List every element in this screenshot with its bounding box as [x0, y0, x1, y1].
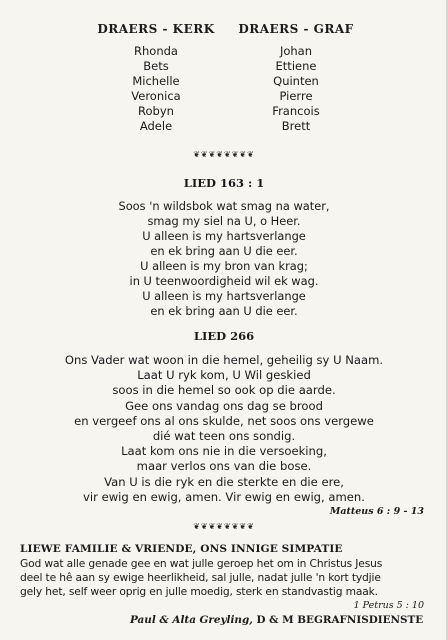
bearer-name: Veronica: [131, 89, 181, 103]
grave-bearers-column: [226, 22, 366, 134]
sympathy-line: deel te hê aan sy ewige heerlikheid, sal julle, nadat julle 'n kort tydjie: [20, 571, 381, 585]
bearer-name: Adele: [139, 119, 173, 133]
bearer-name: Pierre: [279, 89, 313, 103]
bearer-name: Ettiene: [275, 59, 317, 73]
hymn1-title: LIED 163 : 1: [183, 176, 265, 190]
verse-line: Van U is die ryk en die sterkte en die ere,: [104, 474, 344, 489]
verse-line: Ons Vader wat woon in die hemel, geheilig sy U Naam.: [64, 353, 384, 367]
sympathy-message: [20, 557, 440, 600]
verse-line: dié wat teen ons sondig.: [152, 429, 296, 444]
sympathy-line: gely het, self weer oprig en julle moedig, sterk en standvastig maak.: [20, 585, 378, 599]
sympathy-heading: LIEWE FAMILIE & VRIENDE, ONS INNIGE SIMPATIE: [20, 543, 343, 555]
verse-line: Laat U ryk kom, U Wil geskied: [137, 368, 311, 383]
signature-names: Paul & Alta Greyling,: [130, 614, 253, 626]
bearer-name: Brett: [281, 119, 311, 133]
bearer-name: Rhonda: [134, 44, 178, 58]
verse-line: en ek bring aan U die eer.: [150, 304, 298, 318]
verse-line: U alleen is my hartsverlange: [142, 289, 306, 303]
ornament-divider: ❦❦❦❦❦❦❦❦: [193, 150, 255, 159]
hymn2-reference: Matteus 6 : 9 - 13: [329, 506, 424, 517]
hymn1-verse: [0, 199, 448, 319]
verse-line: Soos 'n wildsbok wat smag na water,: [118, 199, 330, 213]
verse-line: vir ewig en ewig, amen. Vir ewig en ewig, amen.: [83, 489, 365, 504]
verse-line: en vergeef ons al ons skulde, net soos ons vergewe: [74, 413, 374, 428]
signature-company: D & M BEGRAFNISDIENSTE: [252, 614, 424, 626]
sympathy-reference: 1 Petrus 5 : 10: [353, 600, 424, 611]
bearer-name: Robyn: [138, 104, 174, 118]
church-bearers-heading: DRAERS - KERK: [97, 22, 215, 36]
verse-line: en ek bring aan U die eer.: [150, 244, 298, 258]
sympathy-line: God wat alle genade gee en wat julle geroep het om in Christus Jesus: [20, 557, 383, 570]
verse-line: soos in die hemel so ook op die aarde.: [112, 383, 336, 398]
hymn2-verse: [0, 353, 448, 505]
ornament-divider: ❦❦❦❦❦❦❦❦: [193, 522, 255, 531]
verse-line: maar verlos ons van die bose.: [136, 459, 312, 474]
verse-line: Laat kom ons nie in die versoeking,: [121, 444, 327, 459]
bearer-name: Johan: [279, 44, 313, 58]
church-bearers-column: [86, 22, 226, 134]
verse-line: U alleen is my bron van krag;: [140, 259, 308, 273]
signature: [130, 614, 423, 626]
bearer-name: Bets: [143, 59, 169, 73]
bearer-name: Francois: [272, 104, 320, 118]
verse-line: smag my siel na U, o Heer.: [147, 214, 301, 228]
verse-line: Gee ons vandag ons dag se brood: [125, 398, 323, 413]
bearer-name: Michelle: [132, 74, 180, 88]
hymn2-title: LIED 266: [193, 329, 255, 343]
bearer-name: Quinten: [273, 74, 319, 88]
grave-bearers-heading: DRAERS - GRAF: [238, 22, 354, 36]
verse-line: in U teenwoordigheid wil ek wag.: [129, 274, 319, 288]
verse-line: U alleen is my hartsverlange: [142, 229, 306, 243]
